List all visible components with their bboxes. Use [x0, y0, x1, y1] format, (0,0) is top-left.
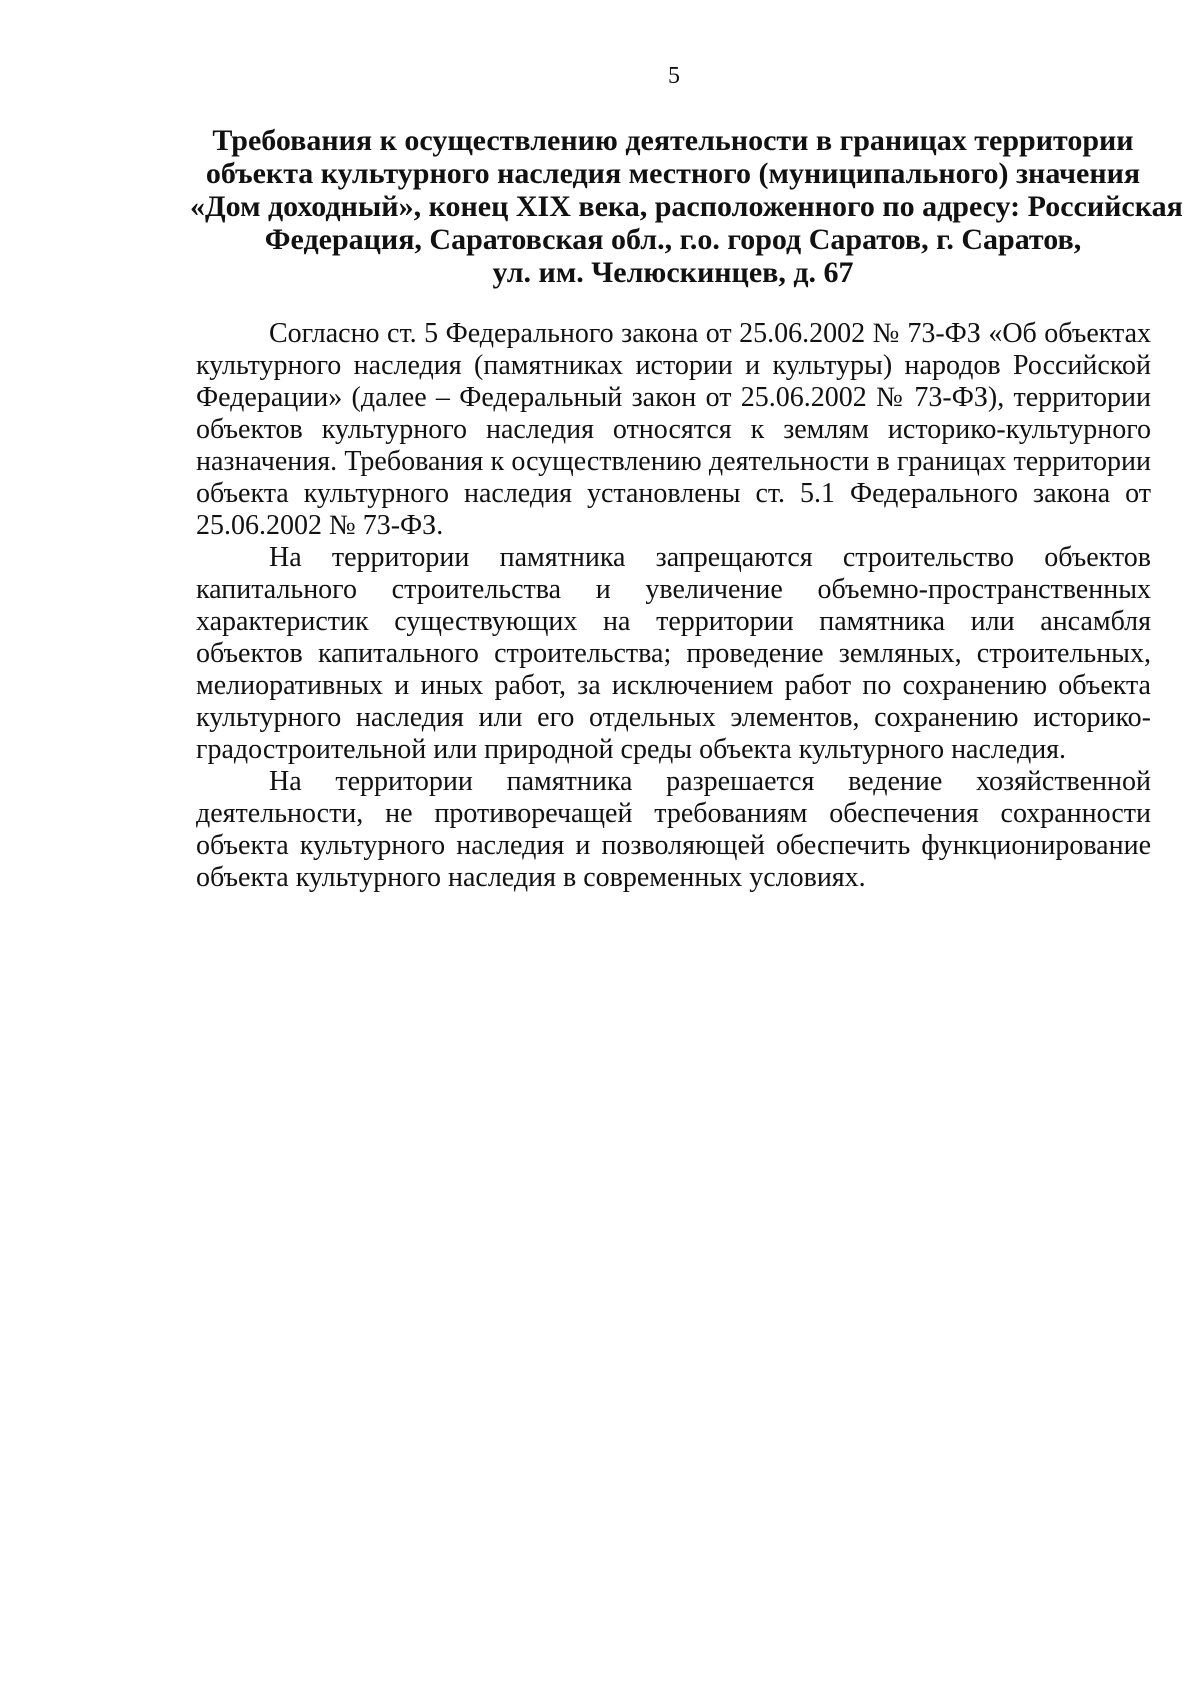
document-body	[196, 318, 1151, 894]
title-line: объекта культурного наследия местного (муниципального) значения	[205, 157, 1141, 190]
paragraph-permissions: На территории памятника разрешается ведение хозяйственной деятельности, не противоречащей требованиям обеспечения сохранности объекта культурного наследия и позволяющей обеспечить функционирование объекта культурного наследия в современных условиях.	[196, 766, 1151, 893]
page-number: 5	[668, 63, 680, 89]
title-line: ул. им. Челюскинцев, д. 67	[492, 256, 854, 289]
title-line: Федерация, Саратовская обл., г.о. город Саратов, г. Саратов,	[264, 223, 1082, 256]
title-line: Требования к осуществлению деятельности в границах территории	[212, 124, 1134, 157]
document-title	[190, 124, 1183, 289]
paragraph-legal-basis: Согласно ст. 5 Федерального закона от 25.06.2002 № 73-ФЗ «Об объектах культурного наследия (памятниках истории и культуры) народов Российской Федерации» (далее – Федеральный закон от 25.06.2002 № 73-ФЗ), территории объектов культурного наследия относятся к землям историко-культурного назначения. Требования к осуществлению деятельности в границах территории объекта культурного наследия установлены ст. 5.1 Федерального закона от 25.06.2002 № 73-ФЗ.	[196, 318, 1151, 541]
title-line: «Дом доходный», конец XIX века, расположенного по адресу: Российская	[190, 190, 1183, 223]
paragraph-prohibitions: На территории памятника запрещаются строительство объектов капитального строительства и увеличение объемно-пространственных характеристик существующих на территории памятника или ансамбля объектов капитального строительства; проведение земляных, строительных, мелиоративных и иных работ, за исключением работ по сохранению объекта культурного наследия или его отдельных элементов, сохранению историко-градостроительной или природной среды объекта культурного наследия.	[196, 542, 1151, 765]
